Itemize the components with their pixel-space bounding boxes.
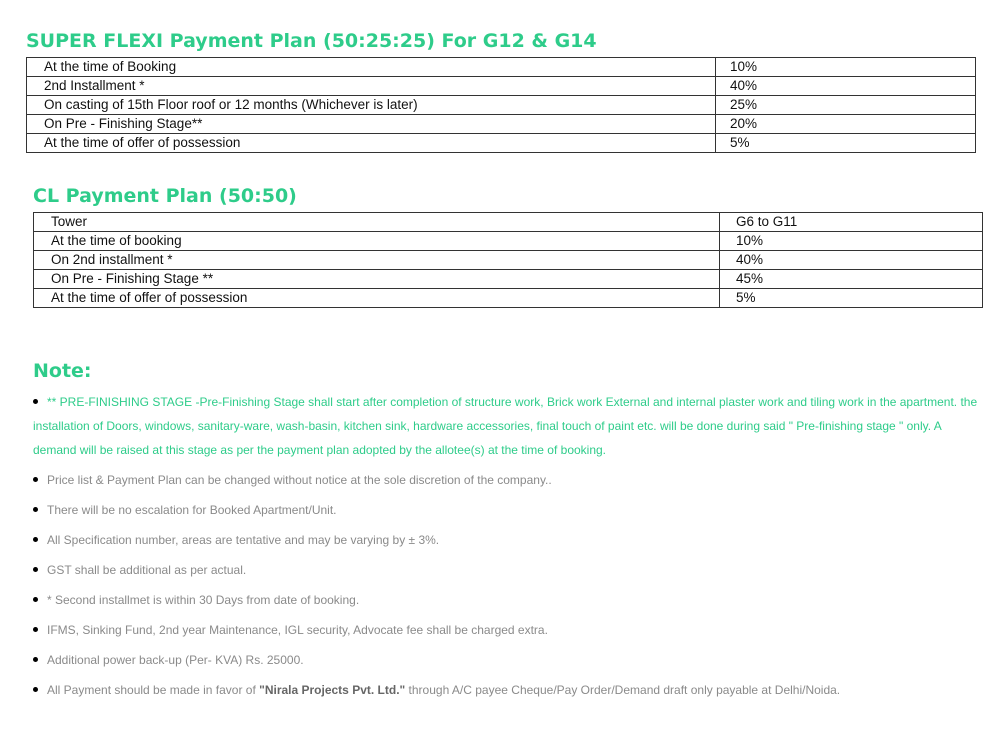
company-name: "Nirala Projects Pvt. Ltd." xyxy=(259,683,406,697)
plan-percentage: 5% xyxy=(720,289,983,308)
payment-note-suffix: through A/C payee Cheque/Pay Order/Demand draft only payable at Delhi/Noida. xyxy=(405,683,841,697)
plan-percentage: 20% xyxy=(716,115,976,134)
bullet-icon xyxy=(33,477,38,482)
list-item xyxy=(33,585,987,615)
plan-percentage: 5% xyxy=(716,134,976,153)
table-row xyxy=(27,77,976,96)
plan-percentage: 10% xyxy=(720,232,983,251)
super-flexi-plan-title: SUPER FLEXI Payment Plan (50:25:25) For G12 & G14 xyxy=(26,30,597,52)
plan-percentage: 25% xyxy=(716,96,976,115)
plan-stage: On casting of 15th Floor roof or 12 months (Whichever is later) xyxy=(27,96,716,115)
table-row xyxy=(34,289,983,308)
table-row xyxy=(34,213,983,232)
bullet-icon xyxy=(33,687,38,692)
table-row xyxy=(27,96,976,115)
table-row xyxy=(27,115,976,134)
note-text: ** PRE-FINISHING STAGE -Pre-Finishing Stage shall start after completion of structure work, Brick work External and internal plaster work and tiling work in the apartment. the installation of Doors, windows, sanitary-ware, wash-basin, kitchen sink, hardware accessories, final touch of paint etc. will be done during said " Pre-finishing stage " only. A demand will be raised at this stage as per the payment plan adopted by the allotee(s) at the time of booking. xyxy=(33,395,978,457)
plan-percentage: G6 to G11 xyxy=(720,213,983,232)
plan-stage: At the time of offer of possession xyxy=(27,134,716,153)
plan-stage: On Pre - Finishing Stage ** xyxy=(34,270,720,289)
list-item xyxy=(33,525,987,555)
note-text: * Second installmet is within 30 Days from date of booking. xyxy=(47,593,360,607)
note-text: Additional power back-up (Per- KVA) Rs. 25000. xyxy=(47,653,304,667)
plan-stage: On Pre - Finishing Stage** xyxy=(27,115,716,134)
bullet-icon xyxy=(33,507,38,512)
table-row xyxy=(27,58,976,77)
table-row xyxy=(34,251,983,270)
notes-list xyxy=(33,390,987,705)
list-item xyxy=(33,465,987,495)
bullet-icon xyxy=(33,399,38,404)
list-item xyxy=(33,645,987,675)
plan-stage: On 2nd installment * xyxy=(34,251,720,270)
cl-plan-table xyxy=(33,212,983,308)
plan-percentage: 40% xyxy=(716,77,976,96)
payment-note-prefix: All Payment should be made in favor of xyxy=(47,683,260,697)
bullet-icon xyxy=(33,597,38,602)
plan-stage: Tower xyxy=(34,213,720,232)
table-row xyxy=(34,232,983,251)
note-text: GST shall be additional as per actual. xyxy=(47,563,247,577)
note-title: Note: xyxy=(33,360,92,382)
bullet-icon xyxy=(33,627,38,632)
plan-percentage: 40% xyxy=(720,251,983,270)
list-item xyxy=(33,495,987,525)
table-row xyxy=(27,134,976,153)
list-item xyxy=(33,615,987,645)
table-row xyxy=(34,270,983,289)
plan-percentage: 10% xyxy=(716,58,976,77)
plan-stage: 2nd Installment * xyxy=(27,77,716,96)
plan-stage: At the time of Booking xyxy=(27,58,716,77)
list-item xyxy=(33,675,987,705)
plan-percentage: 45% xyxy=(720,270,983,289)
bullet-icon xyxy=(33,567,38,572)
cl-plan-title: CL Payment Plan (50:50) xyxy=(33,185,297,207)
super-flexi-plan-table xyxy=(26,57,976,153)
bullet-icon xyxy=(33,537,38,542)
bullet-icon xyxy=(33,657,38,662)
note-text: IFMS, Sinking Fund, 2nd year Maintenance, IGL security, Advocate fee shall be charged extra. xyxy=(47,623,548,637)
plan-stage: At the time of booking xyxy=(34,232,720,251)
plan-stage: At the time of offer of possession xyxy=(34,289,720,308)
note-text: There will be no escalation for Booked Apartment/Unit. xyxy=(47,503,337,517)
list-item xyxy=(33,390,987,462)
note-text: Price list & Payment Plan can be changed without notice at the sole discretion of the company.. xyxy=(47,473,552,487)
list-item xyxy=(33,555,987,585)
note-text: All Specification number, areas are tentative and may be varying by ± 3%. xyxy=(47,533,440,547)
